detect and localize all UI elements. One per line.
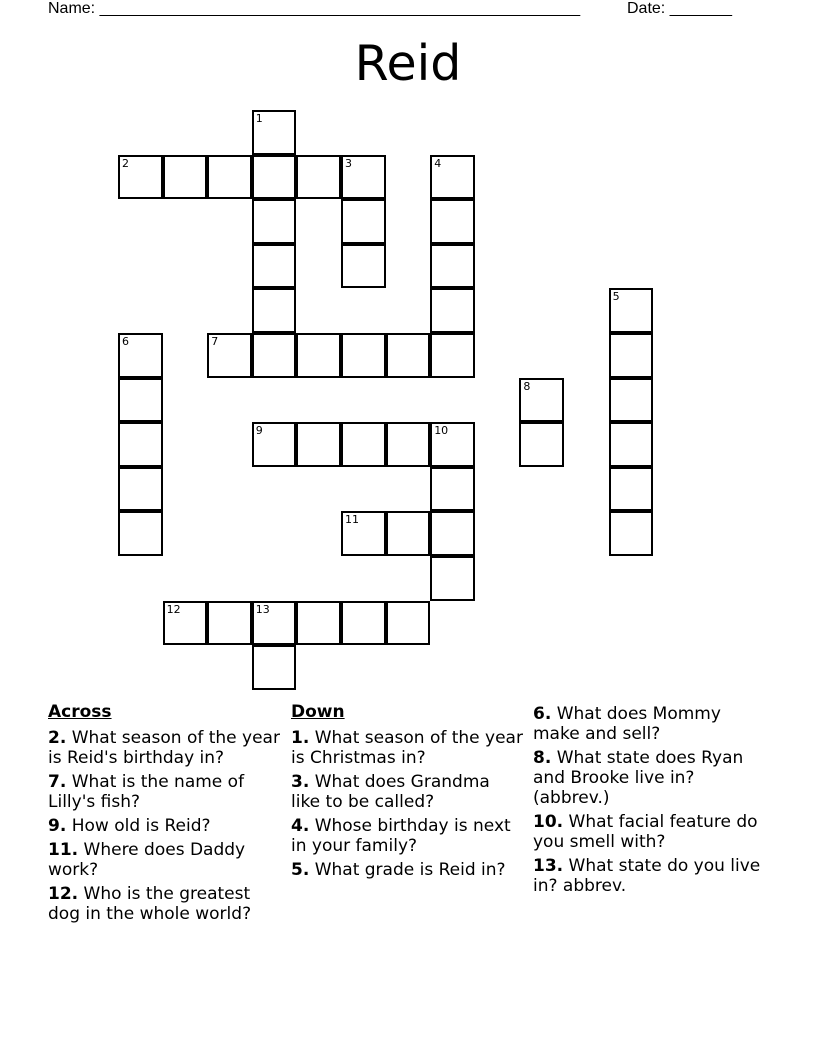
clue-number: 8. [533,748,552,768]
clue-number: 11. [48,840,79,860]
grid-cell[interactable] [386,511,431,556]
grid-cell[interactable] [118,333,163,378]
across-heading: Across [48,702,112,722]
grid-cell[interactable] [118,422,163,467]
clue-text: What facial feature do you smell with? [533,812,758,852]
clue-number: 10. [533,812,564,832]
grid-cell[interactable] [430,199,475,244]
clue-item [48,884,280,924]
cell-number: 1 [255,112,263,125]
clue-text: What season of the year is Reid's birthday in? [48,728,280,768]
clue-item [48,816,280,836]
clue-item [291,816,523,856]
across-clues [48,702,280,928]
clue-item [533,856,765,896]
grid-cell[interactable] [341,422,386,467]
clue-item [291,728,523,768]
grid-cell[interactable] [341,199,386,244]
grid-cell[interactable] [430,511,475,556]
down-heading: Down [291,702,345,722]
clue-number: 9. [48,816,67,836]
clue-text: What season of the year is Christmas in? [291,728,523,768]
cell-number: 10 [434,424,449,438]
clue-number: 12. [48,884,79,904]
grid-cell[interactable] [252,333,297,378]
puzzle-title: Reid [354,35,462,92]
grid-cell[interactable] [207,333,252,378]
clue-number: 3. [291,772,310,792]
grid-cell[interactable] [430,467,475,512]
grid-cell[interactable] [118,467,163,512]
cell-number: 9 [255,424,263,438]
grid-cell[interactable] [341,155,386,200]
clue-number: 1. [291,728,310,748]
cell-number: 6 [122,335,129,348]
cell-number: 12 [166,602,181,616]
grid-cell[interactable] [252,244,297,289]
cell-number: 8 [523,379,531,393]
clue-item [533,748,765,808]
grid-cell[interactable] [430,244,475,289]
grid-cell[interactable] [296,155,341,200]
grid-cell[interactable] [252,601,297,646]
grid-cell[interactable] [252,110,297,155]
clue-text: What grade is Reid in? [309,860,506,880]
clue-text: What does Grandma like to be called? [291,772,490,812]
cell-number: 5 [612,290,620,304]
grid-cell[interactable] [252,422,297,467]
grid-cell[interactable] [341,244,386,289]
grid-cell[interactable] [519,422,564,467]
clue-item [291,772,523,812]
grid-cell[interactable] [296,601,341,646]
grid-cell[interactable] [163,601,208,646]
grid-cell[interactable] [386,333,431,378]
grid-cell[interactable] [386,601,431,646]
grid-cell[interactable] [118,378,163,423]
clue-text: Who is the greatest dog in the whole world? [48,884,252,924]
grid-cell[interactable] [207,601,252,646]
grid-cell[interactable] [430,556,475,601]
grid-cell[interactable] [430,333,475,378]
clue-item [48,772,280,812]
grid-cell[interactable] [252,288,297,333]
down-clues-continued [533,704,765,900]
grid-cell[interactable] [609,378,654,423]
grid-cell[interactable] [118,155,163,200]
clue-text: Where does Daddy work? [48,840,246,880]
cell-number: 7 [211,335,219,348]
grid-cell[interactable] [296,333,341,378]
clue-item [291,860,523,880]
grid-cell[interactable] [609,422,654,467]
grid-cell[interactable] [341,601,386,646]
clue-item [533,812,765,852]
clue-number: 7. [48,772,67,792]
grid-cell[interactable] [252,645,297,690]
grid-cell[interactable] [609,511,654,556]
clue-text: What does Mommy make and sell? [533,704,721,744]
grid-cell[interactable] [252,155,297,200]
date-field-label: Date: _______ [627,0,732,17]
cell-number: 2 [122,156,129,170]
grid-cell[interactable] [519,378,564,423]
clue-item [48,840,280,880]
grid-cell[interactable] [386,422,431,467]
grid-cell[interactable] [341,511,386,556]
clue-text: How old is Reid? [66,816,211,836]
grid-cell[interactable] [207,155,252,200]
clue-number: 4. [291,816,310,836]
grid-cell[interactable] [430,155,475,200]
cell-number: 13 [255,602,270,616]
clue-text: What state does Ryan and Brooke live in? (abbrev.) [533,748,744,808]
grid-cell[interactable] [609,333,654,378]
grid-cell[interactable] [163,155,208,200]
grid-cell[interactable] [252,199,297,244]
grid-cell[interactable] [296,422,341,467]
grid-cell[interactable] [341,333,386,378]
clue-number: 5. [291,860,310,880]
grid-cell[interactable] [609,467,654,512]
cell-number: 3 [345,156,352,170]
grid-cell[interactable] [118,511,163,556]
clue-item [533,704,765,744]
down-clues [291,702,523,884]
clue-number: 2. [48,728,67,748]
grid-cell[interactable] [430,422,475,467]
clue-text: Whose birthday is next in your family? [291,816,511,856]
clue-text: What is the name of Lilly's fish? [48,772,245,812]
clue-item [48,728,280,768]
grid-cell[interactable] [430,288,475,333]
grid-cell[interactable] [609,288,654,333]
clue-text: What state do you live in? abbrev. [533,856,761,896]
name-field-label: Name: ______________________________________________________ [48,0,581,17]
cell-number: 11 [345,513,359,527]
clue-number: 6. [533,704,552,724]
clue-number: 13. [533,856,564,876]
cell-number: 4 [434,156,442,170]
